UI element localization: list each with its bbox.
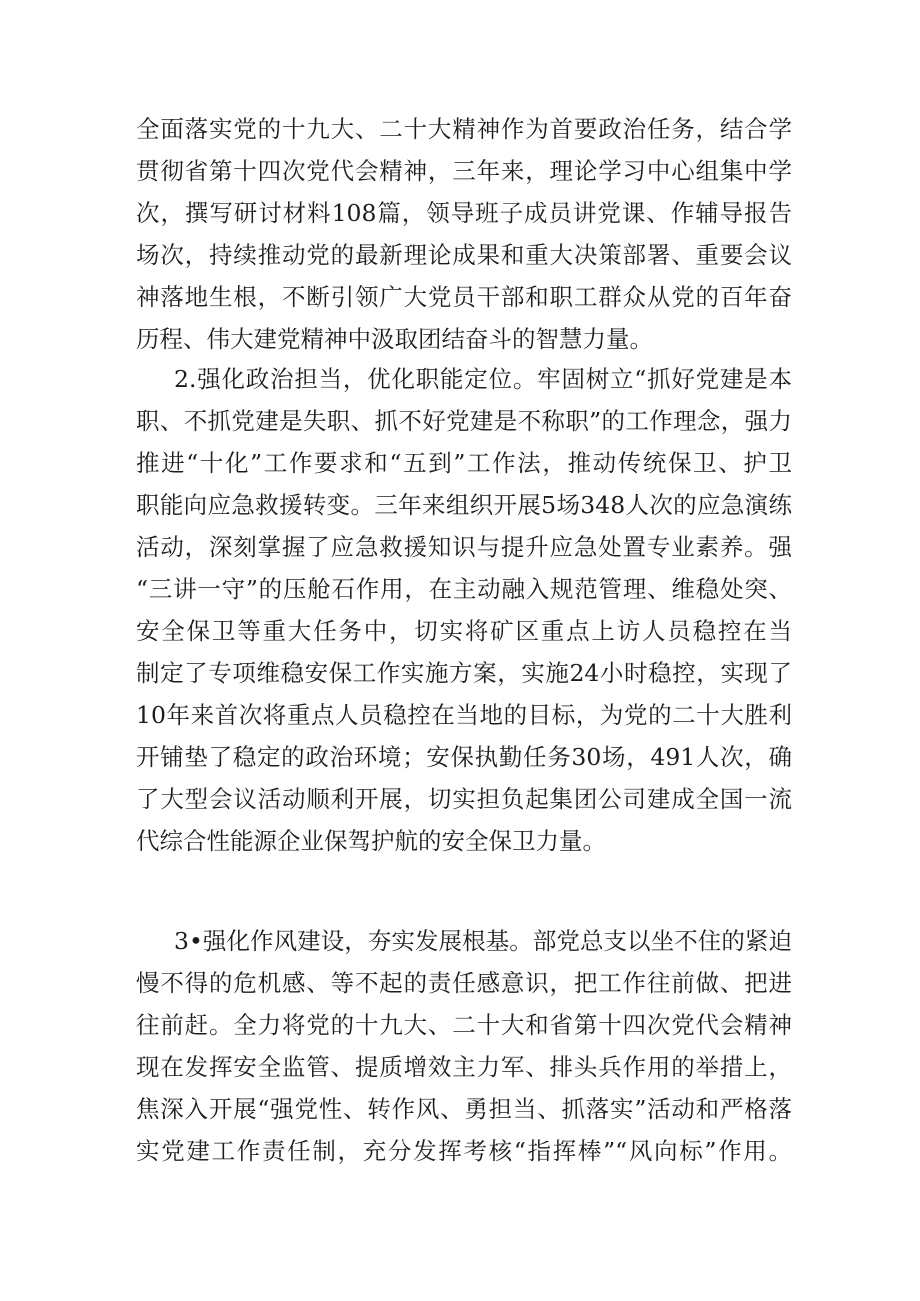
paragraph-1 xyxy=(136,108,792,360)
paragraph-line: 实党建工作责任制，充分发挥考核“指挥棒”“风向标”作用。 xyxy=(136,1137,792,1165)
paragraph-line: 全面落实党的十九大、二十大精神作为首要政治任务，结合学 xyxy=(136,115,792,143)
paragraph-line: 推进“十化”工作要求和“五到”工作法，推动传统保卫、护卫 xyxy=(136,449,792,477)
paragraph-line: 慢不得的危机感、等不起的责任感意识，把工作往前做、把进 xyxy=(136,969,792,997)
paragraph-line: 安全保卫等重大任务中，切实将矿区重点上访人员稳控在当 xyxy=(136,617,792,645)
paragraph-3 xyxy=(136,920,792,1172)
paragraph-line: 焦深入开展“强党性、转作风、勇担当、抓落实”活动和严格落 xyxy=(136,1095,792,1123)
paragraph-line: 场次，持续推动党的最新理论成果和重大决策部署、重要会议 xyxy=(136,241,792,269)
paragraph-line: 开铺垫了稳定的政治环境；安保执勤任务30场，491人次，确 xyxy=(136,743,792,771)
paragraph-line: 往前赶。全力将党的十九大、二十大和省第十四次党代会精神 xyxy=(136,1011,792,1039)
paragraph-line: 次，撰写研讨材料108篇，领导班子成员讲党课、作辅导报告 xyxy=(136,199,792,227)
paragraph-line: 了大型会议活动顺利开展，切实担负起集团公司建成全国一流 xyxy=(136,785,792,813)
paragraph-line: 代综合性能源企业保驾护航的安全保卫力量。 xyxy=(136,827,606,855)
paragraph-line: 3•强化作风建设，夯实发展根基。部党总支以坐不住的紧迫 xyxy=(174,927,792,955)
paragraph-line: 现在发挥安全监管、提质增效主力军、排头兵作用的举措上， xyxy=(136,1053,792,1081)
paragraph-line: 神落地生根，不断引领广大党员干部和职工群众从党的百年奋 xyxy=(136,283,792,311)
paragraph-2 xyxy=(136,358,792,862)
paragraph-line: 2.强化政治担当，优化职能定位。牢固树立“抓好党建是本 xyxy=(174,365,792,393)
paragraph-line: 职能向应急救援转变。三年来组织开展5场348人次的应急演练 xyxy=(136,491,792,519)
paragraph-line: 职、不抓党建是失职、抓不好党建是不称职”的工作理念，强力 xyxy=(136,407,792,435)
paragraph-line: 活动，深刻掌握了应急救援知识与提升应急处置专业素养。强 xyxy=(136,533,792,561)
paragraph-line: “三讲一守”的压舱石作用，在主动融入规范管理、维稳处突、 xyxy=(136,575,792,603)
paragraph-line: 制定了专项维稳安保工作实施方案，实施24小时稳控，实现了 xyxy=(136,659,792,687)
paragraph-line: 10年来首次将重点人员稳控在当地的目标，为党的二十大胜利 xyxy=(136,701,792,729)
paragraph-line: 贯彻省第十四次党代会精神，三年来，理论学习中心组集中学 xyxy=(136,157,792,185)
paragraph-line: 历程、伟大建党精神中汲取团结奋斗的智慧力量。 xyxy=(136,325,653,353)
